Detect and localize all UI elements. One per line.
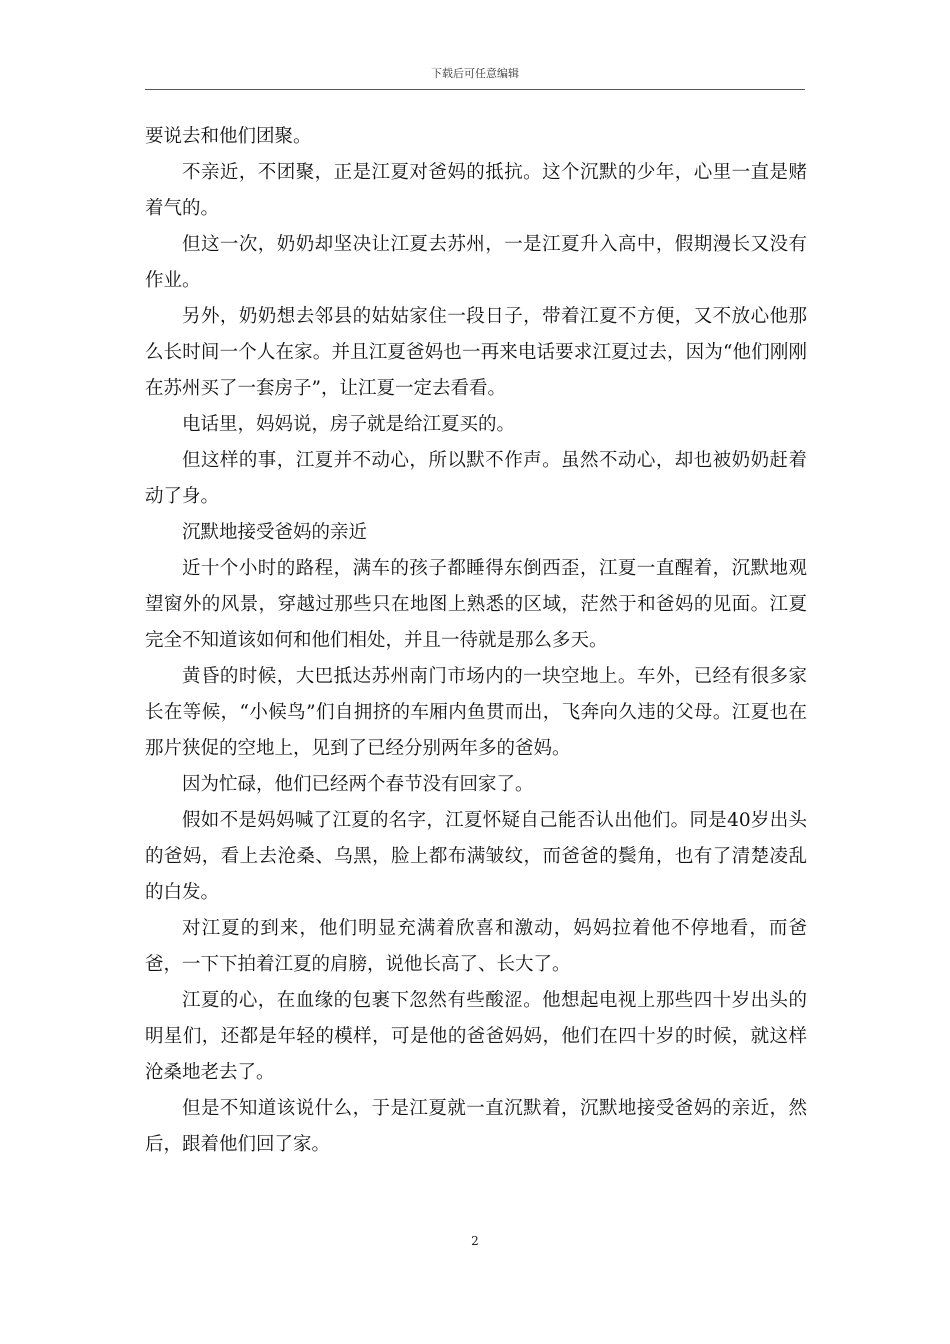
paragraph-6: 但这样的事，江夏并不动心，所以默不作声。虽然不动心，却也被奶奶赶着动了身。 xyxy=(145,450,807,507)
paragraph-4: 另外，奶奶想去邻县的姑姑家住一段日子，带着江夏不方便，又不放心他那么长时间一个人在家。并且江夏爸妈也一再来电话要求江夏过去，因为“他们刚刚在苏州买了一套房子”，让江夏一定去看看。 xyxy=(145,306,807,399)
paragraph-5: 电话里，妈妈说，房子就是给江夏买的。 xyxy=(182,414,516,435)
page-header: 下载后可任意编辑 xyxy=(431,67,519,80)
paragraph-2: 不亲近，不团聚，正是江夏对爸妈的抵抗。这个沉默的少年，心里一直是赌着气的。 xyxy=(145,162,807,219)
paragraph-7: 近十个小时的路程，满车的孩子都睡得东倒西歪，江夏一直醒着，沉默地观望窗外的风景，穿越过那些只在地图上熟悉的区域，茫然于和爸妈的见面。江夏完全不知道该如何和他们相处，并且一待就是那么多天。 xyxy=(145,558,807,651)
paragraph-8: 黄昏的时候，大巴抵达苏州南门市场内的一块空地上。车外，已经有很多家长在等候，“小候鸟”们自拥挤的车厢内鱼贯而出，飞奔向久违的父母。江夏也在那片狭促的空地上，见到了已经分别两年多的爸妈。 xyxy=(145,666,807,759)
paragraph-1: 要说去和他们团聚。 xyxy=(145,126,312,147)
paragraph-3: 但这一次，奶奶却坚决让江夏去苏州，一是江夏升入高中，假期漫长又没有作业。 xyxy=(145,234,807,291)
header-divider xyxy=(145,89,805,90)
section-heading: 沉默地接受爸妈的亲近 xyxy=(182,522,368,543)
paragraph-12: 江夏的心，在血缘的包裹下忽然有些酸涩。他想起电视上那些四十岁出头的明星们，还都是年轻的模样，可是他的爸爸妈妈，他们在四十岁的时候，就这样沧桑地老去了。 xyxy=(145,990,807,1083)
paragraph-9: 因为忙碌，他们已经两个春节没有回家了。 xyxy=(182,774,534,795)
paragraph-10: 假如不是妈妈喊了江夏的名字，江夏怀疑自己能否认出他们。同是40岁出头的爸妈，看上去沧桑、乌黑，脸上都布满皱纹，而爸爸的鬓角，也有了清楚凌乱的白发。 xyxy=(145,810,807,903)
paragraph-11: 对江夏的到来，他们明显充满着欣喜和激动，妈妈拉着他不停地看，而爸爸，一下下拍着江夏的肩膀，说他长高了、长大了。 xyxy=(145,918,807,975)
document-body xyxy=(145,119,807,1163)
paragraph-13: 但是不知道该说什么，于是江夏就一直沉默着，沉默地接受爸妈的亲近，然后，跟着他们回了家。 xyxy=(145,1098,807,1155)
page-number: 2 xyxy=(471,1234,479,1248)
